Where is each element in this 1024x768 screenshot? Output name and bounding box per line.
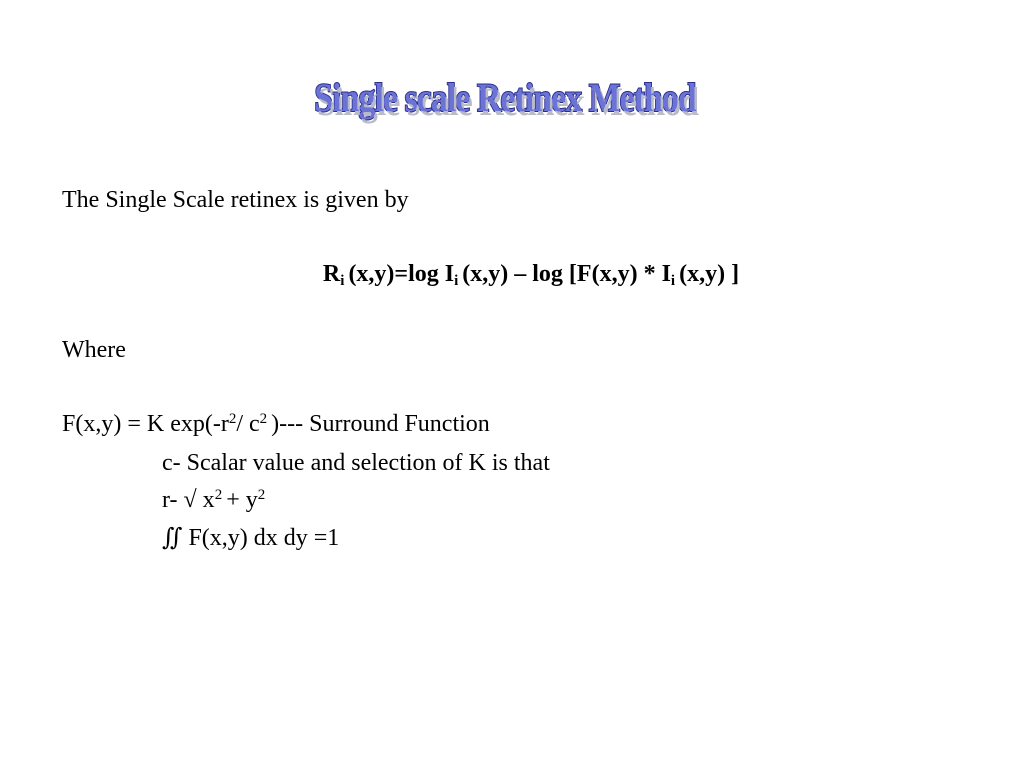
r-line-sup-1: 2 <box>214 487 223 503</box>
r-definition-line <box>162 486 265 514</box>
intro-text: The Single Scale retinex is given by <box>62 187 409 213</box>
where-label: Where <box>62 337 126 363</box>
formula-i-subscript: i <box>454 273 459 289</box>
formula-part-2: (x,y) – log [F(x,y) * I <box>462 261 671 287</box>
formula-r-subscript: i <box>340 273 345 289</box>
r-line-sup-2: 2 <box>257 487 266 503</box>
integral-condition-line: ∬ F(x,y) dx dy =1 <box>162 525 340 551</box>
retinex-formula <box>0 260 1024 288</box>
surround-function-line <box>62 410 490 438</box>
surround-part-2: / c <box>236 411 260 437</box>
formula-i-subscript-2: i <box>670 273 676 289</box>
formula-part-3: (x,y) ] <box>679 261 740 287</box>
r-line-part-2: + y <box>226 487 258 513</box>
slide-title: Single scale Retinex Method <box>314 75 696 120</box>
surround-part-1: F(x,y) = K exp(-r <box>62 411 229 437</box>
formula-part-1: (x,y)=log I <box>348 261 455 287</box>
c-definition-line: c- Scalar value and selection of K is that <box>162 450 550 476</box>
surround-part-3: )--- Surround Function <box>271 411 490 437</box>
r-line-part-1: r- √ x <box>162 487 215 513</box>
formula-r: R <box>322 261 341 287</box>
surround-sup-2: 2 <box>259 411 268 427</box>
surround-sup-1: 2 <box>228 411 237 427</box>
